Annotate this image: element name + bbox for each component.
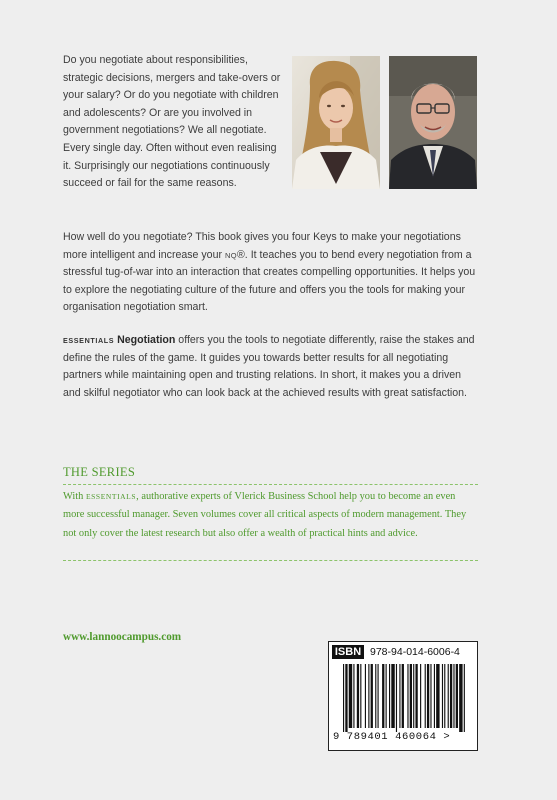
series-heading: THE SERIES (63, 465, 136, 479)
essentials-label: ESSENTIALS (63, 336, 115, 345)
description-paragraph (63, 229, 481, 317)
intro-paragraph: Do you negotiate about responsibilities, strategic decisions, mergers and take-overs or your salary? Or do you negotiate with children and adolescents? Or are you involved in government negotiations? We all negotiate. Every single day. Often without even realising it. Surprisingly our negotiations continuously succeed or fail for the same reasons. (63, 54, 281, 190)
barcode-digits: 9 789401 460064 > (333, 731, 451, 743)
book-summary-paragraph (63, 332, 481, 402)
publisher-website: www.lannoocampus.com (63, 631, 182, 643)
series-text-start: With (63, 491, 86, 502)
series-essentials-label: ESSENTIALS (85, 492, 137, 501)
author-photo-woman (292, 56, 380, 189)
book-title: Negotiation (117, 334, 176, 346)
author-photo-man (389, 56, 477, 189)
book-summary-text: offers you the tools to negotiate differently, raise the stakes and define the rules of the game. It guides you towards better results for all negotiating partners while maintaining open and trusting relations. In short, it makes you a driven and skilful negotiator who can look back at the achieved results with great satisfaction. (63, 334, 475, 399)
description-text-end: ®. It teaches you to bend every negotiation from a stressful tug-of-war into an interaction that creates compelling opportunities. It helps you to explore the negotiating culture of the future and offers you the tools for making your organisation negotiation smart. (63, 248, 476, 314)
nq-mark: NQ (224, 250, 237, 260)
series-paragraph (63, 488, 478, 543)
series-divider-top (63, 484, 478, 485)
isbn-barcode (328, 641, 478, 751)
series-text-end: , authorative experts of Vlerick Business School help you to become an even more successful manager. Seven volumes cover all critical aspects of modern management. They not only cover the latest research but also offer a wealth of practical hints and advice. (63, 491, 467, 539)
isbn-number: 978-94-014-6006-4 (370, 646, 460, 658)
description-text-start: How well do you negotiate? This book gives you four Keys to make your negotiations more intelligent and increase your (63, 231, 461, 261)
isbn-label: ISBN (332, 645, 364, 659)
series-divider-bottom (63, 560, 478, 561)
